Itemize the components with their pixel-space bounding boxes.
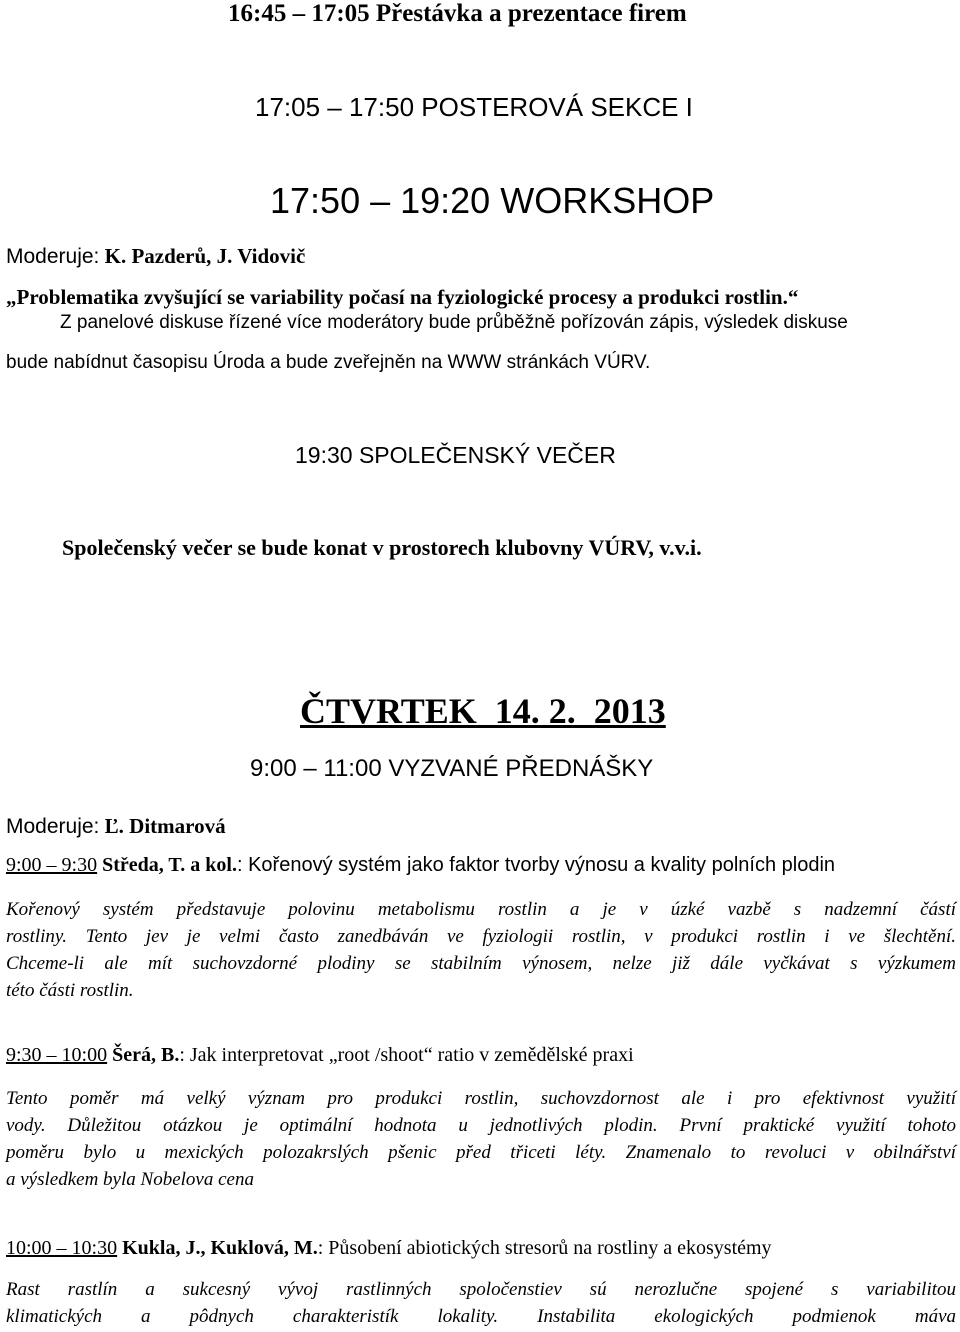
session-heading-workshop [270, 180, 714, 222]
talk-abstract [6, 896, 956, 1004]
session-time: 17:05 – 17:50 [255, 92, 415, 122]
evening-description: Společenský večer se bude konat v prostorech klubovny VÚRV, v.v.i. [62, 535, 702, 560]
abstract-line: poměru bylo u mexických polozakrslých pšenic před třiceti léty. Znamenalo to revoluci v obilnářství [6, 1142, 956, 1163]
moderator-label: Moderuje: [6, 245, 100, 268]
talk-authors: Kukla, J., Kuklová, M. [122, 1237, 318, 1259]
workshop-topic: „Problematika zvyšující se variability počasí na fyziologické procesy a produkci rostlin.“ [6, 285, 799, 309]
evening-heading: 19:30 SPOLEČENSKÝ VEČER [295, 442, 616, 468]
abstract-line: vody. Důležitou otázkou je optimální hodnota u jednotlivých plodin. První praktické využití tohoto [6, 1115, 956, 1136]
talk-authors: Šerá, B. [112, 1044, 180, 1066]
day-heading: ČTVRTEK 14. 2. 2013 [300, 691, 666, 731]
moderator-names: K. Pazderů, J. Vidovič [104, 244, 306, 268]
abstract-line: Chceme-li ale mít suchovzdorné plodiny se stabilním výnosem, nelze již dále vyčkávat s výzkumem [6, 953, 956, 974]
abstract-line: Rast rastlín a sukcesný vývoj rastlinných spoločenstiev sú nerozlučne spojené s variabilitou [6, 1279, 956, 1300]
talk-abstract [6, 1085, 956, 1193]
talk-time: 9:30 – 10:00 [6, 1044, 108, 1066]
session-time: 16:45 – 17:05 [228, 0, 370, 27]
moderator-label: Moderuje: [6, 815, 100, 838]
abstract-line: Kořenový systém představuje polovinu metabolismu rostlin a je v úzké vazbě s nadzemní částí [6, 899, 956, 920]
talk-authors: Středa, T. a kol. [102, 854, 237, 876]
abstract-line: a výsledkem byla Nobelova cena [6, 1169, 254, 1190]
abstract-line: klimatických a pôdnych charakteristík lokality. Instabilita ekologických podmienok máva [6, 1306, 956, 1327]
workshop-description-line: Z panelové diskuse řízené více moderátory bude průběžně pořízován zápis, výsledek diskuse [60, 312, 848, 333]
abstract-line: rostliny. Tento jev je velmi často zanedbáván ve fyziologii rostlin, v produkci rostlin i ve šlechtění. [6, 926, 956, 947]
session-heading-posters [255, 92, 693, 123]
abstract-line: Tento poměr má velký význam pro produkci rostlin, suchovzdornost ale i pro efektivnost využití [6, 1088, 956, 1109]
talk-header [6, 1044, 634, 1067]
talk-abstract [6, 1276, 956, 1330]
abstract-line: této části rostlin. [6, 980, 134, 1001]
talk-time: 10:00 – 10:30 [6, 1237, 118, 1259]
talk-title: : Jak interpretovat „root /shoot“ ratio v zemědělské praxi [179, 1044, 634, 1066]
talk-header [6, 1237, 772, 1260]
session-title: Přestávka a prezentace firem [375, 0, 687, 27]
workshop-description-line: bude nabídnut časopisu Úroda a bude zveřejněn na WWW stránkách VÚRV. [6, 352, 651, 373]
session-title: POSTEROVÁ SEKCE I [421, 92, 693, 122]
session-time: 17:50 – 19:20 [270, 180, 491, 221]
talk-time: 9:00 – 9:30 [6, 854, 98, 876]
session-heading-break [228, 0, 687, 28]
moderator-names: Ľ. Ditmarová [104, 814, 226, 838]
talk-title: : Působení abiotických stresorů na rostliny a ekosystémy [317, 1237, 772, 1259]
invited-talks-heading: 9:00 – 11:00 VYZVANÉ PŘEDNÁŠKY [250, 755, 654, 782]
session-title: WORKSHOP [500, 180, 715, 221]
moderator-line [6, 814, 226, 839]
talk-header [6, 854, 835, 877]
talk-title: : Kořenový systém jako faktor tvorby výnosu a kvality polních plodin [236, 854, 836, 876]
moderator-line [6, 244, 305, 269]
